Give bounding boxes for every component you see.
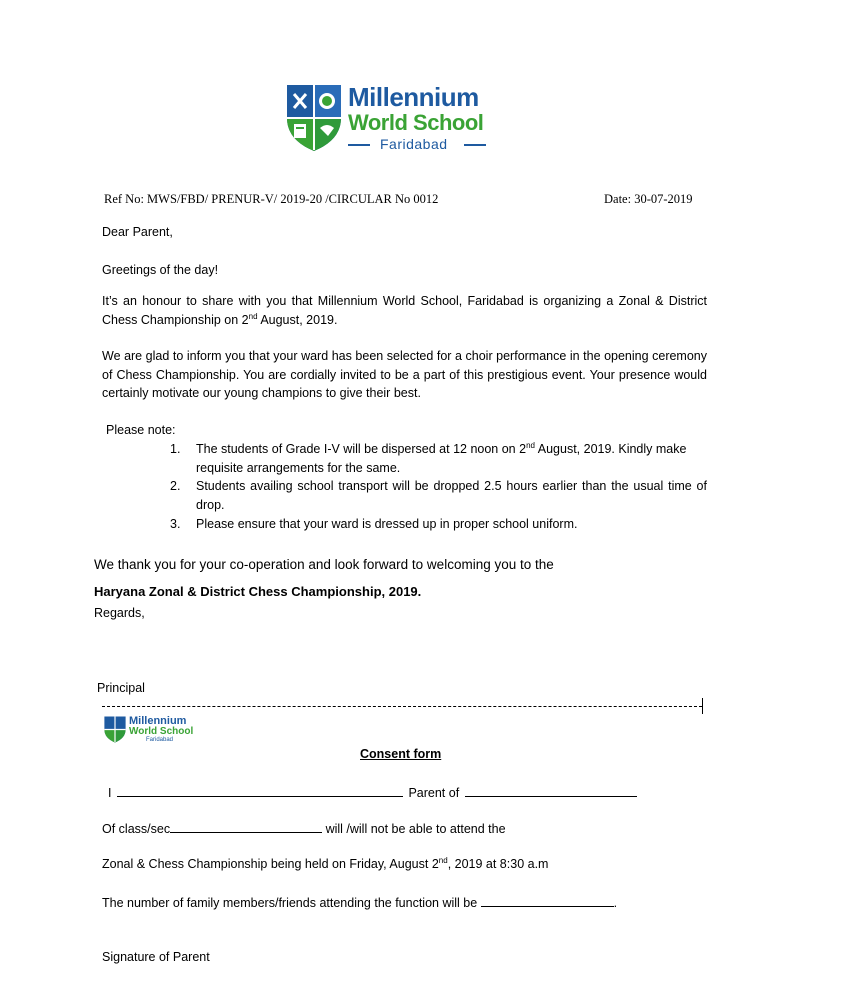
attendee-count-field[interactable]	[481, 894, 614, 907]
consent-attendees-label: The number of family members/friends attending the function will be	[102, 896, 478, 910]
small-logo-line3: Faridabad	[146, 737, 174, 743]
consent-line-attendees	[102, 894, 617, 910]
logo-school-name-line1: Millennium	[348, 82, 479, 112]
notes-list	[170, 440, 707, 534]
consent-class-label: Of class/sec	[102, 822, 171, 836]
small-school-logo	[104, 716, 199, 746]
principal-label: Principal	[97, 681, 145, 695]
logo-dash-left	[348, 144, 370, 146]
please-note-label: Please note:	[106, 423, 176, 437]
school-logo	[286, 84, 491, 154]
consent-line-class	[102, 820, 506, 836]
small-school-crest-icon	[104, 716, 126, 743]
parent-name-field[interactable]	[117, 784, 403, 797]
small-logo-line2: World School	[129, 726, 194, 737]
consent-parent-of-label: Parent of	[408, 786, 460, 800]
paragraph-invitation-date: August, 2019.	[257, 312, 338, 327]
logo-dash-right	[464, 144, 486, 146]
consent-line-event	[102, 857, 548, 871]
greeting: Greetings of the day!	[102, 263, 219, 277]
regards: Regards,	[94, 606, 145, 620]
paragraph-selection: We are glad to inform you that your ward has been selected for a choir performance in the opening ceremony of Chess Championship. You are cordially invited to be a part of this prestigious event. Your presence would certainly motivate our young champions to give their best.	[102, 349, 707, 401]
thanks-line: We thank you for your co-operation and look forward to welcoming you to the	[94, 557, 554, 572]
small-logo-line1: Millennium	[129, 715, 187, 727]
cut-line	[102, 706, 702, 707]
event-name: Haryana Zonal & District Chess Championship, 2019.	[94, 584, 422, 599]
circular-date: Date: 30-07-2019	[604, 192, 693, 206]
note-text: Please ensure that your ward is dressed up in proper school uniform.	[196, 516, 578, 531]
note-item	[170, 477, 707, 514]
consent-event-time: , 2019 at 8:30 a.m	[447, 857, 549, 871]
paragraph-invitation-sup: nd	[248, 311, 258, 321]
note-number: 1.	[170, 442, 181, 456]
note-number: 3.	[170, 516, 181, 531]
note-item	[170, 440, 707, 477]
logo-school-name-line2: World School	[348, 110, 484, 135]
consent-event-sup: nd	[438, 855, 448, 865]
consent-line-parent	[108, 784, 637, 800]
consent-event-text: Zonal & Chess Championship being held on Friday, August 2	[102, 857, 439, 871]
logo-location	[348, 137, 488, 153]
class-section-field[interactable]	[170, 820, 322, 833]
note-item	[170, 515, 707, 534]
salutation: Dear Parent,	[102, 225, 173, 239]
note-number: 2.	[170, 479, 181, 494]
logo-location-text: Faridabad	[380, 136, 448, 152]
consent-attendees-period: .	[613, 896, 618, 910]
consent-attend-label: will /will not be able to attend the	[325, 822, 506, 836]
paragraph-invitation-text: It’s an honour to share with you that Millennium World School, Faridabad is organizing a Zonal & District Chess Championship on 2	[102, 294, 707, 327]
consent-i-label: I	[108, 786, 112, 800]
parent-signature-label: Signature of Parent	[102, 950, 210, 964]
reference-number: Ref No: MWS/FBD/ PRENUR-V/ 2019-20 /CIRCULAR No 0012	[104, 192, 439, 206]
note-text: Students availing school transport will be dropped 2.5 hours earlier than the usual time of drop.	[196, 479, 707, 513]
school-crest-icon	[286, 84, 342, 152]
cut-line-end-mark	[702, 698, 703, 714]
paragraph-invitation	[102, 292, 707, 329]
note-text: The students of Grade I-V will be dispersed at 12 noon on 2nd August, 2019. Kindly make requisite arrangements for the same.	[196, 440, 687, 475]
consent-form-title: Consent form	[360, 747, 442, 761]
child-name-field[interactable]	[465, 784, 637, 797]
